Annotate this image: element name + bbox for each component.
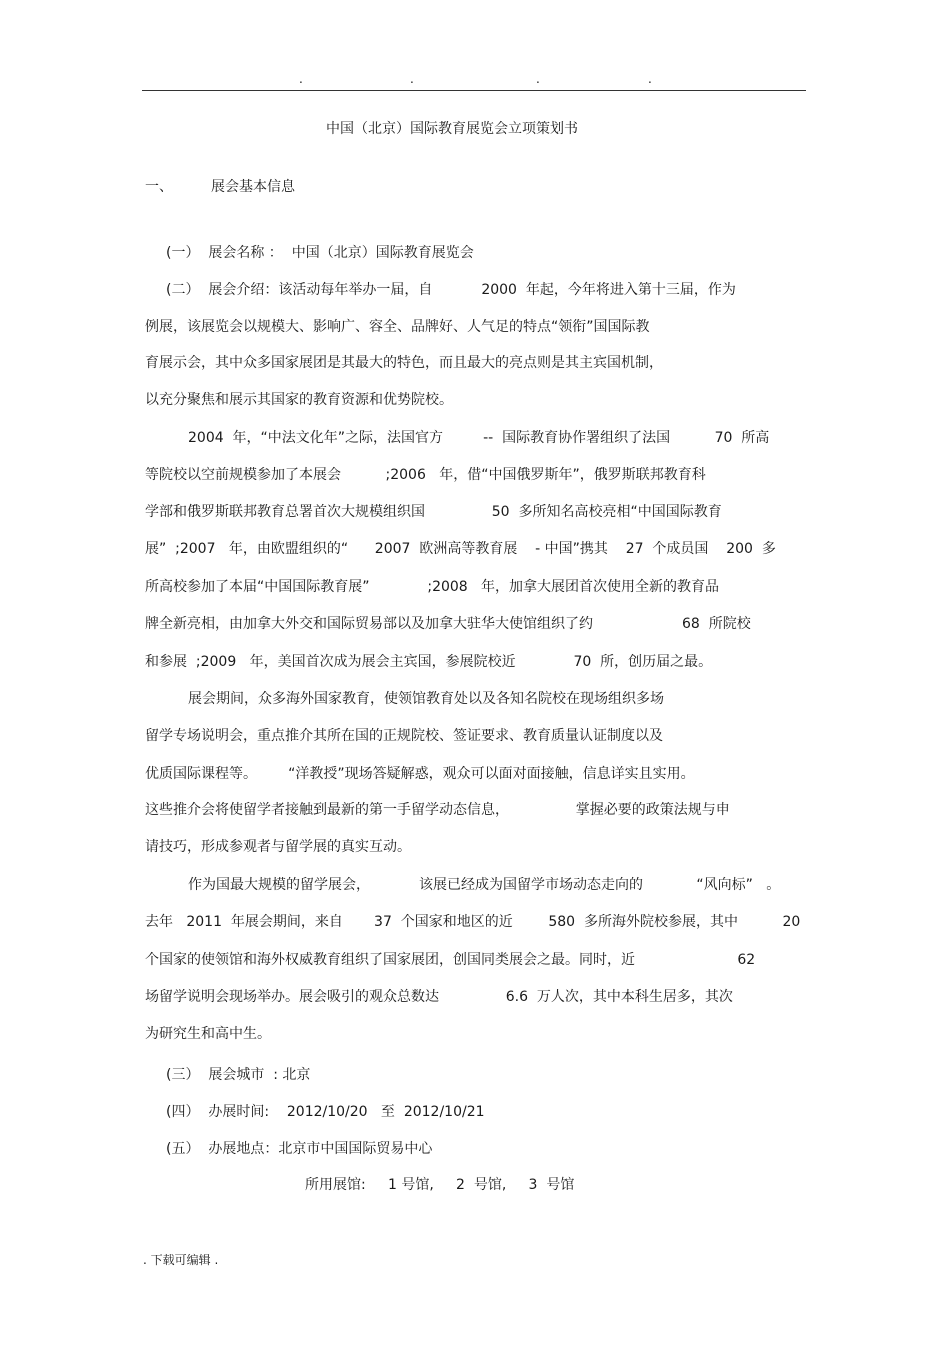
paragraph-line: 请技巧，形成参观者与留学展的真实互动。: [145, 839, 411, 855]
paragraph-line: 优质国际课程等。 “洋教授”现场答疑解惑，观众可以面对面接触，信息详实且实用。: [145, 766, 695, 782]
page-footer: . 下载可编辑 .: [143, 1253, 219, 1267]
paragraph-line: (二） 展会介绍：该活动每年举办一届，自 2000 年起，今年将进入第十三届，作为: [166, 282, 736, 298]
paragraph-line: 2004 年，“中法文化年”之际，法国官方 -- 国际教育协作署组织了法国 70 所高: [188, 430, 770, 446]
paragraph-line: 育展示会，其中众多国家展团是其最大的特色，而且最大的亮点则是其主宾国机制，: [145, 355, 663, 371]
paragraph-line: (三） 展会城市 : 北京: [166, 1067, 311, 1083]
header-rule: [142, 90, 806, 91]
section-title: 展会基本信息: [211, 179, 295, 195]
header-dot: .: [410, 72, 414, 86]
paragraph-line: 场留学说明会现场举办。展会吸引的观众总数达 6.6 万人次，其中本科生居多，其次: [145, 989, 733, 1005]
paragraph-line: (一） 展会名称 ： 中国（北京）国际教育展览会: [166, 245, 474, 261]
paragraph-line: 和参展 ;2009 年，美国首次成为展会主宾国，参展院校近 70 所，创历届之最。: [145, 654, 713, 670]
paragraph-line: (四） 办展时间: 2012/10/20 至 2012/10/21: [166, 1104, 485, 1120]
paragraph-line: 例展，该展览会以规模大、影响广、容全、品牌好、人气足的特点“领衔”国国际教: [145, 319, 650, 335]
section-number: 一、: [145, 179, 173, 195]
paragraph-line: 展会期间，众多海外国家教育，使领馆教育处以及各知名院校在现场组织多场: [188, 691, 664, 707]
document-title: 中国（北京）国际教育展览会立项策划书: [326, 121, 578, 137]
paragraph-line: 这些推介会将使留学者接触到最新的第一手留学动态信息， 掌握必要的政策法规与申: [145, 802, 730, 818]
paragraph-line: 作为国最大规模的留学展会， 该展已经成为国留学市场动态走向的 “风向标” 。: [188, 877, 781, 893]
paragraph-line: 个国家的使领馆和海外权威教育组织了国家展团，创国同类展会之最。同时，近 62: [145, 952, 756, 968]
paragraph-line: 留学专场说明会，重点推介其所在国的正规院校、签证要求、教育质量认证制度以及: [145, 728, 663, 744]
paragraph-line: 为研究生和高中生。: [145, 1026, 271, 1042]
paragraph-line: 展” ;2007 年，由欧盟组织的“ 2007 欧洲高等教育展 - 中国”携其 27 个成员国 200 多: [145, 541, 776, 557]
paragraph-line: 学部和俄罗斯联邦教育总署首次大规模组织国 50 多所知名高校亮相“中国国际教育: [145, 504, 722, 520]
header-dot: .: [648, 72, 652, 86]
header-dots: [0, 72, 950, 86]
paragraph-line: 所高校参加了本届“中国国际教育展” ;2008 年，加拿大展团首次使用全新的教育品: [145, 579, 720, 595]
paragraph-line: 去年 2011 年展会期间，来自 37 个国家和地区的近 580 多所海外院校参展，其中 20: [145, 914, 801, 930]
paragraph-line: 牌全新亮相，由加拿大外交和国际贸易部以及加拿大驻华大使馆组织了约 68 所院校: [145, 616, 751, 632]
paragraph-line: (五） 办展地点：北京市中国国际贸易中心: [166, 1141, 433, 1157]
paragraph-line: 所用展馆: 1 号馆, 2 号馆, 3 号馆: [305, 1177, 575, 1193]
paragraph-line: 等院校以空前规模参加了本展会 ;2006 年，借“中国俄罗斯年”，俄罗斯联邦教育科: [145, 467, 706, 483]
header-dot: .: [536, 72, 540, 86]
paragraph-line: 以充分聚焦和展示其国家的教育资源和优势院校。: [145, 392, 453, 408]
header-dot: .: [299, 72, 303, 86]
